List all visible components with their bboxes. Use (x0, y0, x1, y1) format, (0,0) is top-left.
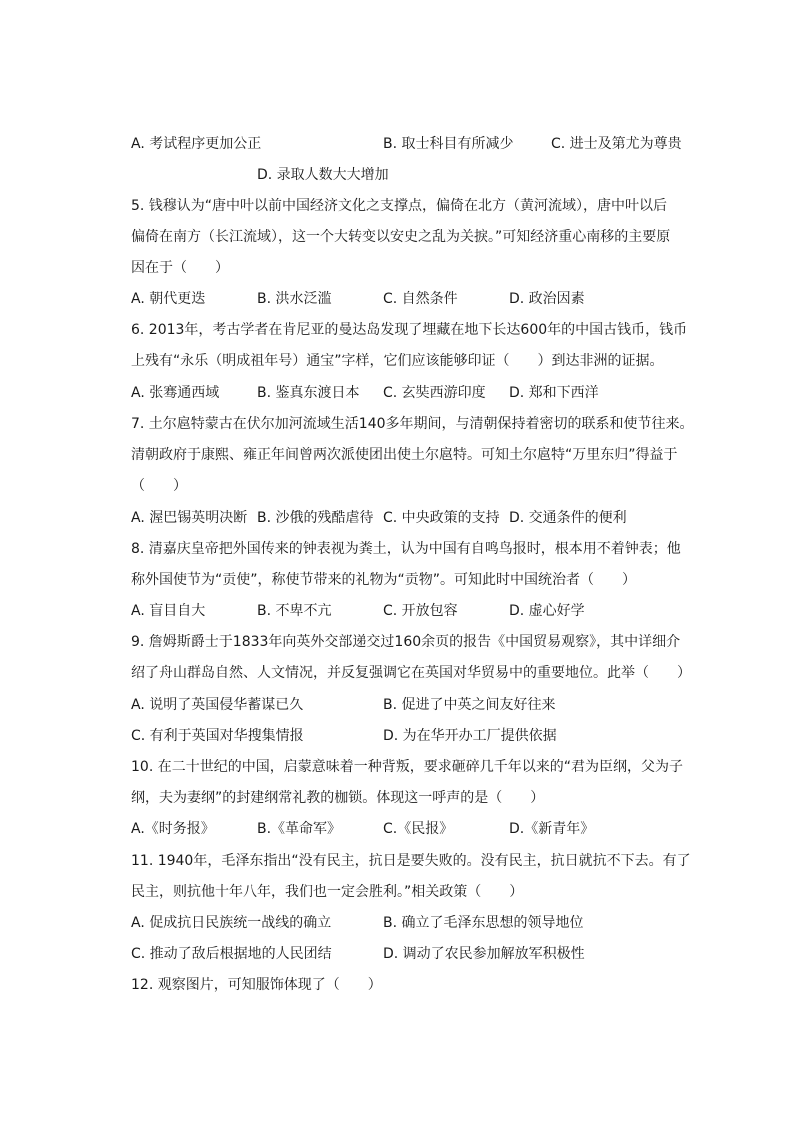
q7-option-a: A. 渥巴锡英明决断 (131, 510, 248, 526)
q6-option-b: B. 鉴真东渡日本 (257, 385, 360, 401)
q10-option-a: A.《时务报》 (131, 821, 215, 837)
q5-option-c: C. 自然条件 (383, 291, 458, 307)
q5-option-a: A. 朝代更迭 (131, 291, 206, 307)
q8-option-a: A. 盲目自大 (131, 603, 206, 619)
q4-option-c: C. 进士及第尤为尊贵 (551, 136, 682, 152)
q10-option-b: B.《革命军》 (257, 821, 342, 837)
q5-stem-line-3: 因在于（ ） (131, 260, 229, 276)
q4-option-d: D. 录取人数大大增加 (257, 167, 389, 183)
q7-stem-line-1: 7. 土尔扈特蒙古在伏尔加河流域生活140多年期间，与清朝保持着密切的联系和使节往来。 (131, 416, 694, 432)
q11-option-b: B. 确立了毛泽东思想的领导地位 (383, 915, 584, 931)
q7-stem-line-2: 清朝政府于康熙、雍正年间曾两次派使团出使土尔扈特。可知土尔扈特“万里东归”得益于 (131, 447, 678, 463)
q11-stem-line-1: 11. 1940年，毛泽东指出“没有民主，抗日是要失败的。没有民主，抗日就抗不下去。有了 (131, 853, 691, 869)
q10-stem-line-2: 纲，夫为妻纲”的封建纲常礼教的枷锁。体现这一呼声的是（ ） (131, 790, 545, 806)
q10-option-c: C.《民报》 (383, 821, 454, 837)
q10-option-d: D.《新青年》 (509, 821, 595, 837)
q9-option-b: B. 促进了中英之间友好往来 (383, 697, 556, 713)
q7-stem-line-3: （ ） (131, 478, 187, 494)
q10-stem-line-1: 10. 在二十世纪的中国，启蒙意味着一种背叛，要求砸碎几千年以来的“君为臣纲，父为子 (131, 759, 683, 775)
q8-option-b: B. 不卑不亢 (257, 603, 332, 619)
q8-option-c: C. 开放包容 (383, 603, 458, 619)
q8-option-d: D. 虚心好学 (509, 603, 585, 619)
q4-option-a: A. 考试程序更加公正 (131, 136, 262, 152)
q5-option-d: D. 政治因素 (509, 291, 585, 307)
q9-option-d: D. 为在华开办工厂提供依据 (383, 728, 557, 744)
q5-stem-line-2: 偏倚在南方（长江流域），这一个大转变以安史之乱为关捩。”可知经济重心南移的主要原 (131, 229, 671, 245)
q11-option-d: D. 调动了农民参加解放军积极性 (383, 946, 585, 962)
q5-option-b: B. 洪水泛滥 (257, 291, 332, 307)
q11-option-a: A. 促成抗日民族统一战线的确立 (131, 915, 332, 931)
q7-option-b: B. 沙俄的残酷虐待 (257, 510, 374, 526)
q9-option-c: C. 有利于英国对华搜集情报 (131, 728, 304, 744)
q5-stem-line-1: 5. 钱穆认为“唐中叶以前中国经济文化之支撑点，偏倚在北方（黄河流域），唐中叶以后 (131, 198, 668, 214)
q7-option-c: C. 中央政策的支持 (383, 510, 500, 526)
q7-option-d: D. 交通条件的便利 (509, 510, 627, 526)
q8-stem-line-2: 称外国使节为“贡使”，称使节带来的礼物为“贡物”。可知此时中国统治者（ ） (131, 572, 637, 588)
q6-stem-line-1: 6. 2013年，考古学者在肯尼亚的曼达岛发现了埋藏在地下长达600年的中国古钱币，钱币 (131, 322, 688, 338)
q9-stem-line-2: 绍了舟山群岛自然、人文情况，并反复强调它在英国对华贸易中的重要地位。此举（ ） (131, 665, 691, 681)
q8-stem-line-1: 8. 清嘉庆皇帝把外国传来的钟表视为粪土，认为中国有自鸣鸟报时，根本用不着钟表；他 (131, 541, 681, 557)
q9-option-a: A. 说明了英国侵华蓄谋已久 (131, 697, 304, 713)
q6-option-c: C. 玄奘西游印度 (383, 385, 486, 401)
q12-stem-line-1: 12. 观察图片，可知服饰体现了（ ） (131, 977, 382, 993)
q9-stem-line-1: 9. 詹姆斯爵士于1833年向英外交部递交过160余页的报告《中国贸易观察》，其中详细介 (131, 634, 681, 650)
q6-stem-line-2: 上残有“永乐（明成祖年号）通宝”字样，它们应该能够印证（ ）到达非洲的证据。 (131, 353, 664, 369)
q6-option-d: D. 郑和下西洋 (509, 385, 599, 401)
q11-option-c: C. 推动了敌后根据地的人民团结 (131, 946, 332, 962)
q4-option-b: B. 取士科目有所减少 (383, 136, 514, 152)
q6-option-a: A. 张骞通西域 (131, 385, 220, 401)
q11-stem-line-2: 民主，则抗他十年八年，我们也一定会胜利。”相关政策（ ） (131, 884, 524, 900)
